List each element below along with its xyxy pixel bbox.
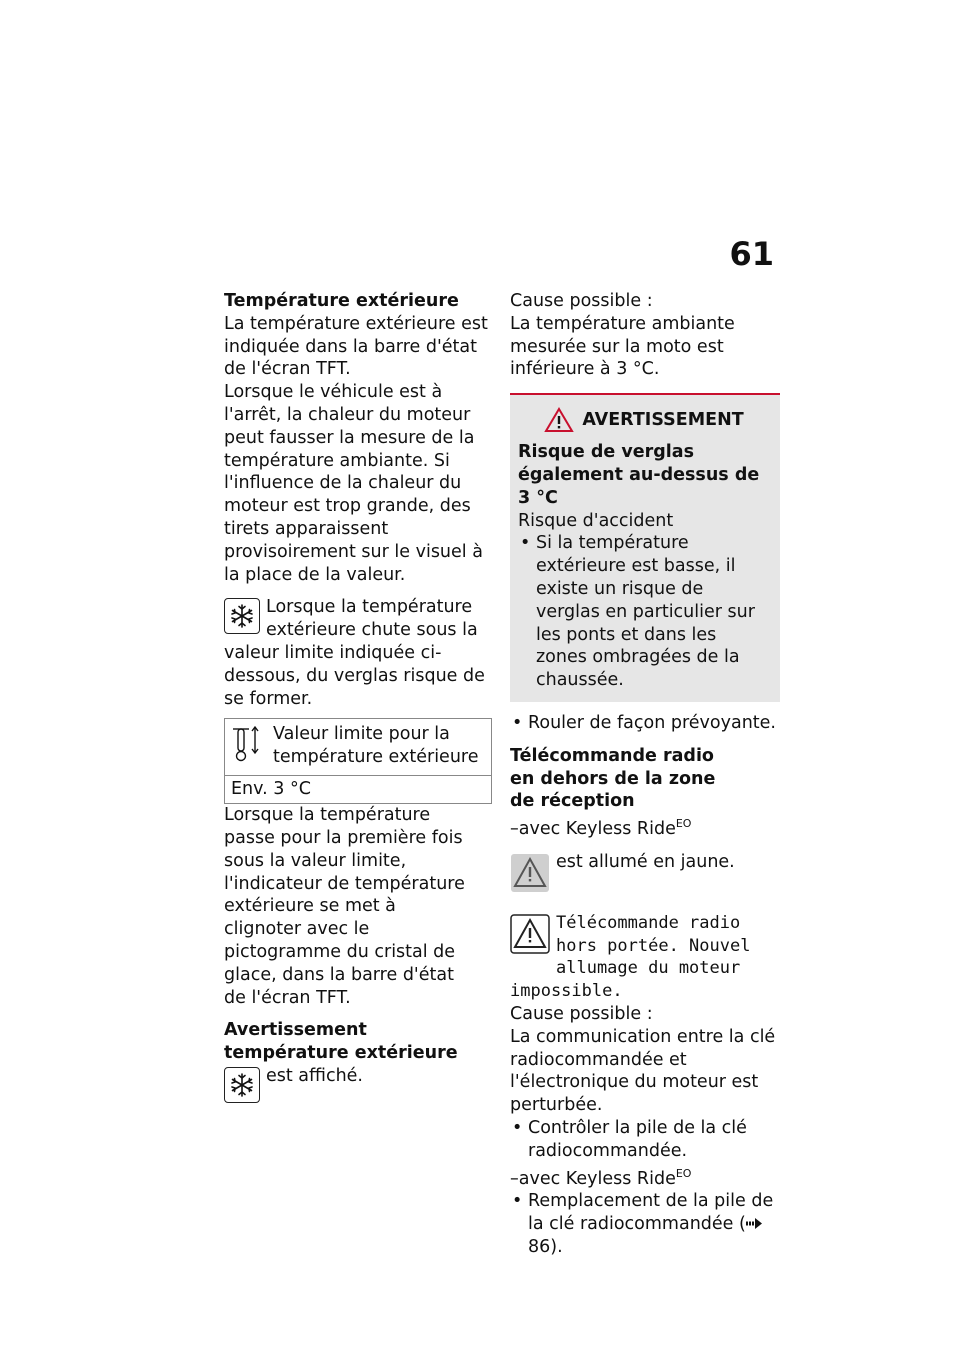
thermometer-limit-icon	[229, 723, 263, 767]
heading-temperature-warning: Avertissement température extérieure	[224, 1020, 458, 1064]
paragraph-first-drop: Lorsque la température passe pour la première fois sous la valeur limite, l'indicateur de température extérieure se met à clignoter avec le pictogramme du cristal de glace, dans la barre d'état de l'écran TFT.	[224, 805, 465, 1008]
warning-heading: Risque de verglas également au-dessus de 3 °C	[518, 442, 760, 508]
bullet-replace-battery: • Remplacement de la pile de la clé radiocommandée ( 86).	[510, 1190, 780, 1258]
yellow-light-text: est allumé en jaune.	[556, 851, 735, 872]
bullet-drive-carefully: • Rouler de façon prévoyante.	[510, 712, 780, 735]
limit-label: Valeur limite pour la température extérieure	[273, 724, 479, 768]
keyless-ride-note-2: –avec Keyless Ride$^{EO}$	[510, 1166, 692, 1189]
warning-bullet: • Si la température extérieure est basse, il existe un risque de verglas en particulier sur les ponts et dans les zones ombragées de la chaussée.	[518, 532, 770, 692]
keyless-ride-note-1: –avec Keyless Ride$^{EO}$	[510, 817, 692, 840]
cause-text-2: La communication entre la clé radiocommandée et l'électronique du moteur est perturbée.	[510, 1026, 776, 1116]
snowflake-warning-icon	[224, 1067, 260, 1103]
bullet-check-battery: • Contrôler la pile de la clé radiocommandée.	[510, 1117, 780, 1163]
limit-value-table	[224, 718, 492, 804]
warning-subheading: Risque d'accident	[518, 510, 674, 531]
snowflake-icon	[224, 598, 260, 634]
cause-label: Cause possible :	[510, 291, 653, 311]
paragraph-displayed: est affiché.	[266, 1065, 363, 1086]
warning-triangle-icon	[544, 407, 574, 433]
heading-remote-out-of-range: Télécommande radio en dehors de la zone de réception	[510, 745, 716, 812]
page-number: 61	[729, 235, 774, 273]
warning-title: AVERTISSEMENT	[582, 409, 744, 430]
paragraph-engine-heat: Lorsque le véhicule est à l'arrêt, la chaleur du moteur peut fausser la mesure de la température ambiante. Si l'influence de la chaleur du moteur est trop grande, des tirets apparaissent provisoirement sur le visuel à la place de la valeur.	[224, 382, 483, 585]
heading-outside-temperature: Température extérieure	[224, 291, 459, 311]
cause-label-2: Cause possible :	[510, 1003, 653, 1024]
tft-message-text: Télécommande radio hors portée. Nouvel allumage du moteur impossible.	[510, 912, 751, 1002]
cause-text: La température ambiante mesurée sur la moto est inférieure à 3 °C.	[510, 313, 735, 380]
general-warning-outline-icon	[510, 914, 550, 961]
paragraph-temp-display: La température extérieure est indiquée dans la barre d'état de l'écran TFT.	[224, 313, 488, 380]
left-column	[224, 290, 492, 1105]
right-column	[510, 290, 780, 1259]
limit-value: Env. 3 °C	[231, 779, 311, 800]
paragraph-ice-risk: Lorsque la température extérieure chute sous la valeur limite indiquée ci-dessous, du verglas risque de se former.	[224, 597, 485, 709]
general-warning-grey-icon	[510, 853, 550, 900]
arrow-reference-icon	[746, 1218, 762, 1229]
warning-box	[510, 393, 780, 702]
